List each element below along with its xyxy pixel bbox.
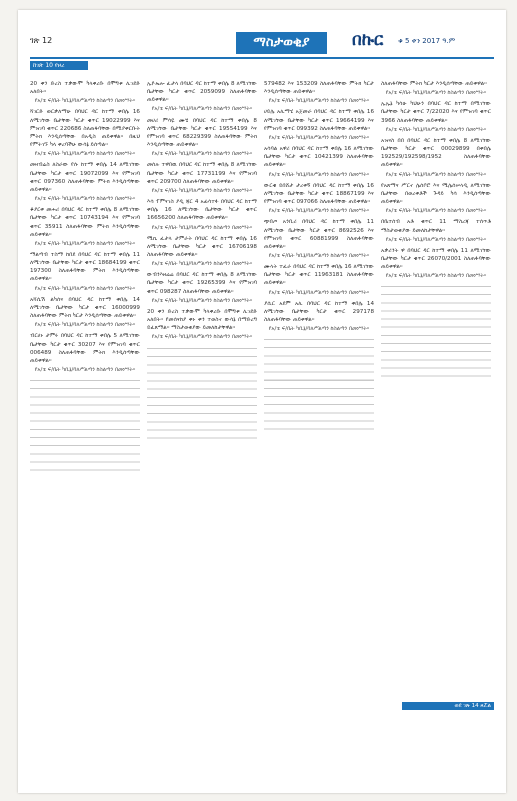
notice-footer: የአ/ቴ ፍ/ቤት ካቢኔ/ባለሥልጣን ከስልጣን በመነሣት፡፡ [268, 289, 370, 296]
paper-name: በኩር [352, 30, 384, 50]
column-2 [147, 80, 257, 443]
notice-footer: የአ/ቴ ፍ/ቤት ካቢኔ/ባለሥልጣን ከስልጣን በመነሣት፡፡ [34, 285, 136, 292]
legal-notice: ብርሀኑ ታምሩ በባህር ዳር ከተማ ቀበሌ 5 ለሚገኘው ቤታቸው ካርታ ቁጥር 30207 እና የምዝገባ ቁጥር 006489 ስለጠፋባቸው ምትክ እንዲሰጣቸው ጠይቀዋል፡፡ [30, 333, 140, 364]
notice-footer: የአ/ቴ ፍ/ቤት ካቢኔ/ባለሥልጣን ከስልጣን በመነሣት፡፡ [151, 151, 253, 158]
notice-footer: የአ/ቴ ፍ/ቤት ካቢኔ/ባለሥልጣን ከስልጣን በመነሣት፡፡ [34, 367, 136, 373]
notice-footer: የአ/ቴ ፍ/ቤት ካቢኔ/ባለሥልጣን ከስልጣን በመነሣት፡፡ [34, 151, 136, 158]
legal-notice: በቤተሰብ አቶ ቁጥር 11 ማስረጃ ተሰጥቶ ማስታወቂያው ይመለከታቸዋል፡፡ [381, 219, 491, 234]
legal-notice: አሳባል አዋሪ በባህር ዳር ከተማ ቀበሌ 16 ለሚገኘው ቤታቸው ካርታ ቁጥር 10421399 ስለጠፋባቸው ጠይቀዋል፡፡ [264, 146, 374, 169]
legal-notice: ውርቁ ይበሸታ ታረቀኝ በባህር ዳር ከተማ ቀበሌ 16 ለሚገኘው ቤታቸው ካርታ ቁጥር 18867199 እና የምዝገባ ቁጥር 097066 ስለጠፋባቸው ጠይቀዋል፡፡ [264, 182, 374, 206]
masthead [18, 10, 506, 70]
notice-footer: የአ/ቴ ፍ/ቤት ካቢኔ/ባለሥልጣን ከስልጣን በመነሣት፡፡ [34, 196, 136, 203]
legal-notice: መሰሉ ተዋበዉ በባህር ዳር ከተማ ቀበሌ 8 ለሚገኘው ቤታቸው ካርታ ቁጥር 17731199 እና የምዝገባ ቁጥር 209700 ስለጠፋባቸው ጠይቀዋል፡፡ [147, 162, 257, 185]
header-rule [30, 57, 494, 59]
legal-notice: ያሲር አደም አሊ በባህር ዳር ከተማ ቀበሌ 14 ለሚገኘው ቤታቸው ካርታ ቁጥር 297178 ስለጠፋባቸው ጠይቀዋል፡፡ [264, 300, 374, 324]
notice-footer: የአ/ቴ ፍ/ቤት ካቢኔ/ባለሥልጣን ከስልጣን በመነሣት፡፡ [268, 134, 370, 141]
column-continued-text: ስለጠፋባቸው ምትክ ካርታ እንዲሰጣቸው ጠይቀዋል፡፡ [381, 81, 487, 87]
newspaper-page [18, 10, 506, 793]
notice-footer: የአ/ቴ ፍ/ቤት ካቢኔ/ባለሥልጣን ከስልጣን በመነሣት፡፡ [268, 326, 370, 333]
legal-notice: ሙላት ተፈራ በባህር ዳር ከተማ ቀበሌ 16 ለሚገኘው ቤታቸው ካርታ ቁጥር 11963181 ስለጠፋባቸው ጠይቀዋል፡፡ [264, 264, 374, 287]
column-continued-text: 20 ቀን ድረስ ተቃውሞ ካላቀረቡ በሞግቱ ሊገደድ አለበት፡፡ [30, 81, 140, 96]
page-number: ገጽ 12 [30, 36, 53, 45]
legal-notice: መዛብሬስ ለስራው የሱ ከተማ ቀበሌ 14 ለሚገኘው ቤታቸው ካርታ ቁጥር 19072099 እና የምዝገባ ቁጥር 097360 ስለጠፋባቸው ምትክ እንዲሰጣቸው ጠይቀዋል፡፡ [30, 162, 140, 193]
legal-notice: እሳ ፕምናገስ ያዲ ጃር 4 አፊሳተፉ በባህር ዳር ከተማ ቀበሌ 16 ለሚገኘው ቤታቸው ካርታ ቁጥር 16656200 ስለጠፋባቸው ጠይቀዋል፡፡ [147, 199, 257, 222]
notice-body: 20 ቀን ድረስ ተቃውሞ ካላቀረቡ በሞግቱ ሊገደድ አለበት፡፡ የመሰናከያ ቀኑ ቀን ተወስኖ ውሳኔ በማድረግ ይፈጸማል፡፡ ማስታወቂያው ይመለከታቸዋል፡፡ [147, 308, 257, 332]
notice-footer: የአ/ቴ ፍ/ቤት ካቢኔ/ባለሥልጣን ከስልጣን በመነሣት፡፡ [151, 106, 253, 113]
legal-notice: አዝናስ በበ በባህር ዳር ከተማ ቀበሌ 8 ለሚገኘው ቤታቸው ካርታ ቁጥር 00029899 በቀበሌ 192529/192598/1952 ስለጠፋባቸው ጠይቀዋል፡፡ [381, 137, 491, 169]
legal-notice: ቆያርቀ መሐሪ በባህር ዳር ከተማ ቀበሌ 8 ለሚገኘው ቤታቸው ካርታ ቁጥር 10743194 እና የምዝገባ ቁጥር 35911 ስለጠፋባቸው ምትክ እንዲሰጣቸው ጠይቀዋል፡፡ [30, 207, 140, 238]
notice-footer: የአ/ቴ ፍ/ቤት ካቢኔ/ባለሥልጣን ከስልጣን በመነሣት፡፡ [385, 90, 487, 97]
text-lines [381, 283, 491, 381]
legal-notice: ማልጣብ ተስማ ከበደ በባህር ዳር ከተማ ቀበሌ 11 ለሚገኘው ቤታቸው ካርታ ቁጥር 18684199 ቁጥር 197300 ስለጠፋባቸው ምትክ እንዲሰጣቸው ጠይቀዋል፡፡ [30, 251, 140, 283]
notice-footer: የአ/ቴ ፍ/ቤት ካቢኔ/ባለሥልጣን ከስልጣን በመነሣት፡፡ [385, 236, 487, 243]
notice-footer: የአ/ቴ ፍ/ቤት ካቢኔ/ባለሥልጣን ከስልጣን በመነሣት፡፡ [385, 126, 487, 133]
notice-footer: የአ/ቴ ፍ/ቤት ካቢኔ/ባለሥልጣን ከስልጣን በመነሣት፡፡ [151, 334, 253, 341]
notice-footer: የአ/ቴ ፍ/ቤት ካቢኔ/ባለሥልጣን ከስልጣን በመነሣት፡፡ [268, 171, 370, 178]
section-banner: ማስታወቂያ [236, 32, 327, 54]
column-1 [30, 80, 140, 475]
notice-footer: የአ/ቴ ፍ/ቤት ካቢኔ/ባለሥልጣን ከስልጣን በመነሣት፡፡ [34, 240, 136, 247]
text-lines [147, 345, 257, 443]
legal-notice: አቃሪንት ዋ በባህር ዳር ከተማ ቀበሌ 11 ለሚገኘው ቤታቸው ካርታ ቁጥር 26070/2001 ስለጠፋባቸው ጠይቀዋል፡፡ [381, 247, 491, 271]
notice-footer: የአ/ቴ ፍ/ቤት ካቢኔ/ባለሥልጣን ከስልጣን በመነሣት፡፡ [268, 98, 370, 105]
legal-notice: ሚኪ ፈታላ ታምራት በባህር ዳር ከተማ ቀበሌ 16 ለሚገኘው ቤታቸው ካርታ ቁጥር 16706198 ስለጠፋባቸው ጠይቀዋል፡፡ [147, 235, 257, 258]
column-3 [264, 80, 374, 434]
notice-footer: የአ/ቴ ፍ/ቤት ካቢኔ/ባለሥልጣን ከስልጣን በመነሣት፡፡ [385, 273, 487, 280]
issue-date: ቁ 5 ቀን 2017 ዓ.ም [398, 37, 456, 45]
legal-notice: ሻገርድ ወርቃለማሁ በባህር ዳር ከተማ ቀበሌ 16 ለሚገኘው ቤታቸው ካርታ ቁጥር 19022999 እና ምዝገባ ቁጥር 220686 ስለጠፋባቸው በሚያቀርቡት ምትክ እንዲሰጣቸው በአዲስ ጠይቀዋል፡፡ በዚህ የምትገኙ ካላ ቀረባችሁ ውሳኔ ይሰጣል፡፡ [30, 109, 140, 149]
notice-footer: የአ/ቴ ፍ/ቤት ካቢኔ/ባለሥልጣን ከስልጣን በመነሣት፡፡ [151, 297, 253, 304]
continued-on-tag: ወደ ገጽ 14 ዞሯል [402, 702, 494, 710]
text-lines [30, 377, 140, 475]
notice-footer: የአ/ቴ ፍ/ቤት ካቢኔ/ባለሥልጣን ከስልጣን በመነሣት፡፡ [151, 187, 253, 194]
legal-notice: አሻሲሽ ልካሰና በባህር ዳር ከተማ ቀበሌ 14 ለሚገኘው ቤታቸው ካርታ ቁጥር 16000999 ስለጠፋባቸው ምትክ ካርታ እንዲሰጣቸው ጠይቀዋል፡፡ [30, 296, 140, 320]
column-continued-text: 579482 እና 153209 ስለጠፋባቸው ምትክ ካርታ እንዲሰጣቸው ጠይቀዋል፡፡ [264, 81, 374, 96]
notice-footer: የአ/ቴ ፍ/ቤት ካቢኔ/ባለሥልጣን ከስልጣን በመነሣት፡፡ [34, 322, 136, 329]
text-lines [264, 336, 374, 434]
notice-footer: የአ/ቴ ፍ/ቤት ካቢኔ/ባለሥልጣን ከስልጣን በመነሣት፡፡ [151, 261, 253, 268]
legal-notice: ሀይሌ አሊማሂ አጀመራ በባህር ዳር ከተማ ቀበሌ 16 ለሚገኘው ቤታቸው ካርታ ቁጥር 19664199 እና የምዝገባ ቁጥር 099392 ስለጠፋባቸው ጠይቀዋል፡፡ [264, 109, 374, 132]
continuation-tag: ከገጽ 10 የዞረ [30, 61, 88, 70]
legal-notice: የአጸማና ሥርኖ ሌሰቦሮ እና ሚሌሰሠላዲ ለሚገኘው ቤታቸው በወረቀቶች ጉዳይ ካሳ እንዲሰጣቸው ጠይቀዋል፡፡ [381, 182, 491, 206]
notice-footer: የአ/ቴ ፍ/ቤት ካቢኔ/ባለሥልጣን ከስልጣን በመነሣት፡፡ [34, 98, 136, 105]
legal-notice: ጭበጦ አንቢሪ በባህር ዳር ከተማ ቀበሌ 11 ለሚገኘው ቤታቸው ካርታ ቁጥር 8692526 እና የምዝገባ ቁጥር 60881999 ስለጠፋባቸው ጠይቀዋል፡፡ [264, 219, 374, 250]
legal-notice: መሀሪ ምሳዬ ሙሄ በባህር ዳር ከተማ ቀበሌ 8 ለሚገኘው ቤታቸው ካርታ ቁጥር 19554199 እና የምዝገባ ቁጥር 68229399 ስለጠፋባቸው ምትክ እንዲሰጣቸው ጠይቀዋል፡፡ [147, 117, 257, 149]
notice-footer: የአ/ቴ ፍ/ቤት ካቢኔ/ባለሥልጣን ከስልጣን በመነሣት፡፡ [385, 208, 487, 215]
column-continued-text: ኢዮኤሎ ፈታላ በባህር ዳር ከተማ ቀበሌ 8 ለሚገኘው ቤታቸው ካርታ ቁጥር 2059099 ስለጠፋባቸው ጠይቀዋል፡፡ [147, 81, 257, 104]
notice-footer: የአ/ቴ ፍ/ቤት ካቢኔ/ባለሥልጣን ከስልጣን በመነሣት፡፡ [151, 224, 253, 231]
notice-footer: የአ/ቴ ፍ/ቤት ካቢኔ/ባለሥልጣን ከስልጣን በመነሣት፡፡ [268, 252, 370, 259]
legal-notice: ኢኢኔ ካሳሁ ካህሁን በባህር ዳር ከተማ በሚገኘው ቤታቸው ካርታ ቁጥር 7/22020 እና የምዝገባ ቁጥር 3966 ስለጠፋባቸው ጠይቀዋል፡፡ [381, 101, 491, 124]
legal-notice: ውብንእዘሬሬ በባህር ዳር ከተማ ቀበሌ 8 ለሚገኘው ቤታቸው ካርታ ቁጥር 19265399 እና የምዝገባ ቁጥር 098287 ስለጠፋባቸው ጠይቀዋል፡፡ [147, 272, 257, 295]
notice-footer: የአ/ቴ ፍ/ቤት ካቢኔ/ባለሥልጣን ከስልጣን በመነሣት፡፡ [385, 171, 487, 178]
column-4 [381, 80, 491, 381]
notice-footer: የአ/ቴ ፍ/ቤት ካቢኔ/ባለሥልጣን ከስልጣን በመነሣት፡፡ [268, 208, 370, 215]
